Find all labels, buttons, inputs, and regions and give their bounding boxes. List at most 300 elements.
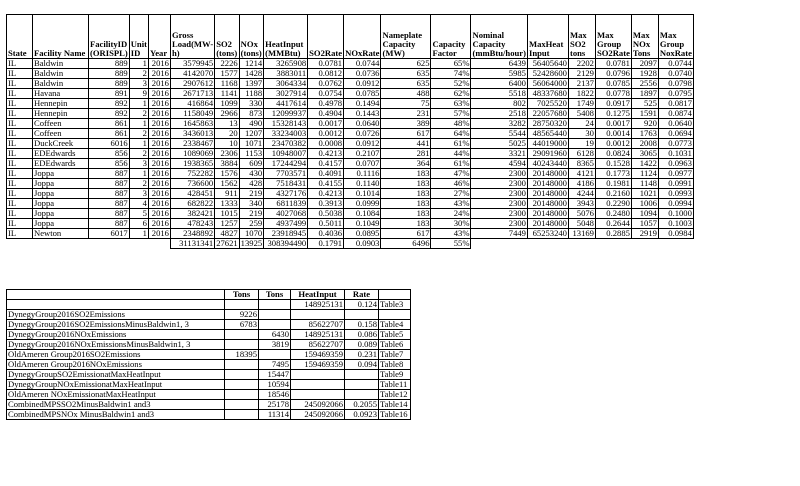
table-cell: 0.2107: [344, 149, 381, 159]
table-cell: 183: [381, 189, 431, 199]
table-cell: Coffeen: [33, 129, 89, 139]
summary-row: [7, 340, 411, 350]
summary-cell: Table6: [379, 340, 411, 350]
table-cell: 13: [215, 119, 239, 129]
table-cell: 2016: [148, 119, 170, 129]
table-cell: 4: [129, 199, 148, 209]
table-cell: 1141: [215, 89, 239, 99]
table-cell: 1822: [568, 89, 595, 99]
table-cell: 1591: [631, 109, 658, 119]
table-cell: 1749: [568, 99, 595, 109]
table-cell: Havana: [33, 89, 89, 99]
summary-cell: [259, 310, 291, 320]
table-cell: 0.2885: [595, 229, 631, 239]
table-cell: 4937499: [264, 219, 308, 229]
table-cell: 887: [89, 169, 130, 179]
table-cell: 1938365: [170, 159, 214, 169]
table-cell: 0.0785: [595, 79, 631, 89]
table-cell: 892: [89, 99, 130, 109]
table-row: [7, 99, 694, 109]
table-cell: 6016: [89, 139, 130, 149]
table-cell: 1645863: [170, 119, 214, 129]
table-cell: 2919: [631, 229, 658, 239]
summary-row: [7, 350, 411, 360]
table-cell: Hennepin: [33, 109, 89, 119]
table-cell: 416864: [170, 99, 214, 109]
table-cell: 12099937: [264, 109, 308, 119]
summary-cell: 85622707: [291, 340, 345, 350]
table-cell: 2300: [471, 209, 527, 219]
table-cell: 5048: [568, 219, 595, 229]
summary-cell: 7495: [259, 360, 291, 370]
table-cell: IL: [7, 159, 33, 169]
table-cell: 2016: [148, 79, 170, 89]
table-cell: 52%: [431, 79, 471, 89]
table-cell: 1928: [631, 69, 658, 79]
table-cell: 61%: [431, 139, 471, 149]
table-cell: 887: [89, 219, 130, 229]
table-cell: 5076: [568, 209, 595, 219]
emissions-table: [6, 14, 694, 249]
summary-cell: 0.086: [345, 330, 379, 340]
table-cell: 0.0991: [658, 179, 693, 189]
table-cell: 22057680: [527, 109, 568, 119]
table-cell: 2: [129, 69, 148, 79]
table-cell: 0.4157: [308, 159, 344, 169]
summary-cell: 0.089: [345, 340, 379, 350]
table-cell: 430: [239, 169, 263, 179]
table-cell: IL: [7, 129, 33, 139]
table-cell: 1015: [215, 209, 239, 219]
table-cell: 48%: [431, 119, 471, 129]
table-cell: 873: [239, 109, 263, 119]
summary-cell: [291, 380, 345, 390]
table-cell: 2016: [148, 109, 170, 119]
col-facility-name: Facility Name: [33, 15, 89, 59]
table-cell: IL: [7, 149, 33, 159]
table-cell: 15328143: [264, 119, 308, 129]
table-cell: IL: [7, 219, 33, 229]
table-row: [7, 69, 694, 79]
summary-label: OldAmeren Group2016SO2Emissions: [7, 350, 225, 360]
table-cell: 441: [381, 139, 431, 149]
table-cell: 891: [89, 89, 130, 99]
table-cell: 3321: [471, 149, 527, 159]
table-cell: IL: [7, 99, 33, 109]
summary-cell: [345, 370, 379, 380]
summary-cell: 0.0923: [345, 410, 379, 420]
table-cell: 183: [381, 169, 431, 179]
table-cell: 57%: [431, 109, 471, 119]
table-cell: 911: [215, 189, 239, 199]
summary-cell: 10594: [259, 380, 291, 390]
table-cell: 0.1000: [658, 209, 693, 219]
summary-cell: 6430: [259, 330, 291, 340]
table-cell: 0.4091: [308, 169, 344, 179]
table-cell: 0.1116: [344, 169, 381, 179]
summary-cell: Table8: [379, 360, 411, 370]
table-cell: 0.2290: [595, 199, 631, 209]
summary-label: [7, 300, 225, 310]
table-cell: 4417614: [264, 99, 308, 109]
table-cell: 2: [129, 149, 148, 159]
table-cell: 1763: [631, 129, 658, 139]
table-cell: 0.1773: [595, 169, 631, 179]
table-cell: 27%: [431, 189, 471, 199]
table-cell: 0.0874: [658, 109, 693, 119]
table-cell: 2306: [215, 149, 239, 159]
table-cell: 3: [129, 159, 148, 169]
summary-cell: [225, 340, 259, 350]
table-cell: Baldwin: [33, 59, 89, 69]
table-cell: 0.0984: [658, 229, 693, 239]
table-cell: 24%: [431, 209, 471, 219]
table-cell: 1099: [215, 99, 239, 109]
summary-cell: [259, 320, 291, 330]
table-cell: 0.4978: [308, 99, 344, 109]
table-cell: 8365: [568, 159, 595, 169]
table-cell: 0.0736: [344, 69, 381, 79]
table-cell: 33234003: [264, 129, 308, 139]
total-cell: 0.0903: [344, 239, 381, 249]
table-cell: 889: [89, 69, 130, 79]
table-cell: 0.1003: [658, 219, 693, 229]
table-cell: 635: [381, 79, 431, 89]
table-cell: 20148000: [527, 219, 568, 229]
table-cell: 2966: [215, 109, 239, 119]
table-cell: 1070: [239, 229, 263, 239]
table-cell: 259: [239, 219, 263, 229]
col-capacity-factor: Capacity Factor: [431, 15, 471, 59]
table-cell: 330: [239, 99, 263, 109]
summary-cell: [291, 370, 345, 380]
table-cell: 6439: [471, 59, 527, 69]
table-cell: 20148000: [527, 199, 568, 209]
table-cell: 4142070: [170, 69, 214, 79]
summary-cell: [225, 370, 259, 380]
table-cell: 2300: [471, 199, 527, 209]
summary-col-tons-a: Tons: [225, 290, 259, 300]
summary-cell: [291, 390, 345, 400]
table-cell: 617: [381, 129, 431, 139]
summary-label: DynegyGroupNOxEmissionatMaxHeatInput: [7, 380, 225, 390]
summary-col-rate: Rate: [345, 290, 379, 300]
table-cell: 617: [381, 229, 431, 239]
table-cell: 28750320: [527, 119, 568, 129]
table-cell: 0.0895: [344, 229, 381, 239]
summary-label: OldAmeren NOxEmissionatMaxHeatInput: [7, 390, 225, 400]
table-cell: 2300: [471, 189, 527, 199]
table-cell: 0.0824: [595, 149, 631, 159]
table-cell: 1188: [239, 89, 263, 99]
table-cell: 52428600: [527, 69, 568, 79]
table-cell: 2348892: [170, 229, 214, 239]
table-cell: 4186: [568, 179, 595, 189]
table-cell: 0.0796: [595, 69, 631, 79]
summary-col-heat-input: HeatInput: [291, 290, 345, 300]
totals-row: [7, 239, 694, 249]
table-cell: 4594: [471, 159, 527, 169]
col-unit-id: Unit ID: [129, 15, 148, 59]
table-cell: 3943: [568, 199, 595, 209]
table-cell: 1057: [631, 219, 658, 229]
table-cell: 0.4904: [308, 109, 344, 119]
table-cell: 6811839: [264, 199, 308, 209]
summary-cell: 15447: [259, 370, 291, 380]
table-cell: IL: [7, 209, 33, 219]
table-cell: 7703571: [264, 169, 308, 179]
table-cell: 2: [129, 179, 148, 189]
table-cell: 3: [129, 189, 148, 199]
table-cell: 0.4213: [308, 189, 344, 199]
table-cell: 219: [239, 189, 263, 199]
table-cell: 2016: [148, 59, 170, 69]
table-cell: 183: [381, 199, 431, 209]
summary-cell: 6783: [225, 320, 259, 330]
table-cell: Joppa: [33, 189, 89, 199]
table-cell: 0.0017: [595, 119, 631, 129]
table-cell: Coffeen: [33, 119, 89, 129]
table-cell: 856: [89, 159, 130, 169]
table-cell: 0.0817: [658, 99, 693, 109]
table-cell: EDEdwards: [33, 149, 89, 159]
table-cell: IL: [7, 139, 33, 149]
table-cell: 340: [239, 199, 263, 209]
table-cell: 2016: [148, 159, 170, 169]
table-cell: 2008: [631, 139, 658, 149]
table-cell: 0.0912: [344, 79, 381, 89]
table-cell: 6017: [89, 229, 130, 239]
table-row: [7, 179, 694, 189]
table-cell: 43%: [431, 199, 471, 209]
summary-cell: 9226: [225, 310, 259, 320]
table-cell: 1021: [631, 189, 658, 199]
table-cell: IL: [7, 59, 33, 69]
table-cell: 56064000: [527, 79, 568, 89]
table-cell: 1: [129, 99, 148, 109]
table-cell: 1168: [215, 79, 239, 89]
summary-cell: 159469359: [291, 350, 345, 360]
table-cell: 525: [631, 99, 658, 109]
col-facility-id: FacilityID (ORISPL): [89, 15, 130, 59]
table-cell: 183: [381, 219, 431, 229]
table-cell: 0.0017: [308, 119, 344, 129]
table-cell: 0.0798: [658, 79, 693, 89]
summary-cell: 0.2055: [345, 400, 379, 410]
table-cell: 4027068: [264, 209, 308, 219]
table-cell: 6128: [568, 149, 595, 159]
table-cell: 7518431: [264, 179, 308, 189]
table-cell: 30: [568, 129, 595, 139]
col-gross-load: Gross Load(MW-h): [170, 15, 214, 59]
table-cell: 0.5011: [308, 219, 344, 229]
table-cell: 0.0008: [308, 139, 344, 149]
table-cell: 889: [89, 79, 130, 89]
table-cell: 0.1443: [344, 109, 381, 119]
table-cell: 10948007: [264, 149, 308, 159]
table-cell: Baldwin: [33, 69, 89, 79]
table-cell: 62%: [431, 89, 471, 99]
table-cell: 0.1494: [344, 99, 381, 109]
summary-cell: [259, 350, 291, 360]
summary-table-body: [7, 300, 411, 420]
table-cell: 0.0726: [344, 129, 381, 139]
table-cell: 0.0640: [344, 119, 381, 129]
summary-cell: 18546: [259, 390, 291, 400]
total-cell: 6496: [381, 239, 431, 249]
table-row: [7, 209, 694, 219]
table-cell: 0.0999: [344, 199, 381, 209]
table-cell: 1148: [631, 179, 658, 189]
table-cell: 920: [631, 119, 658, 129]
total-cell: 0.1791: [308, 239, 344, 249]
summary-col-tons-b: Tons: [259, 290, 291, 300]
table-cell: Joppa: [33, 179, 89, 189]
total-cell: 27621: [216, 238, 238, 248]
table-cell: 2016: [148, 169, 170, 179]
table-cell: 1257: [215, 219, 239, 229]
total-cell: 55%: [431, 239, 471, 249]
table-cell: 40243440: [527, 159, 568, 169]
table-cell: EDEdwards: [33, 159, 89, 169]
table-row: [7, 149, 694, 159]
summary-cell: 85622707: [291, 320, 345, 330]
table-cell: 2016: [148, 189, 170, 199]
table-cell: 64%: [431, 129, 471, 139]
table-cell: IL: [7, 109, 33, 119]
summary-cell: [291, 310, 345, 320]
table-cell: 802: [471, 99, 527, 109]
summary-label: OldAmeren Group2016NOxEmissions: [7, 360, 225, 370]
table-cell: 2129: [568, 69, 595, 79]
header-row: [7, 15, 694, 59]
table-row: [7, 219, 694, 229]
table-cell: 183: [381, 179, 431, 189]
table-cell: IL: [7, 69, 33, 79]
table-row: [7, 129, 694, 139]
table-cell: 478243: [170, 219, 214, 229]
table-cell: 3064334: [264, 79, 308, 89]
table-cell: 5: [129, 209, 148, 219]
summary-cell: 245092066: [291, 410, 345, 420]
table-cell: 17244294: [264, 159, 308, 169]
table-cell: 856: [89, 149, 130, 159]
table-cell: 56405640: [527, 59, 568, 69]
summary-cell: 18395: [225, 350, 259, 360]
col-nominal-capacity: Nominal Capacity (mmBtu/hour): [471, 15, 527, 59]
summary-cell: Table4: [379, 320, 411, 330]
table-cell: 2907612: [170, 79, 214, 89]
emissions-table-body: [7, 59, 694, 249]
table-cell: 74%: [431, 69, 471, 79]
table-cell: 19: [568, 139, 595, 149]
table-cell: 20148000: [527, 189, 568, 199]
summary-cell: 11314: [259, 410, 291, 420]
table-cell: 2016: [148, 229, 170, 239]
table-cell: 0.1140: [344, 179, 381, 189]
table-cell: 1897: [631, 89, 658, 99]
table-cell: 2518: [471, 109, 527, 119]
table-cell: 2300: [471, 219, 527, 229]
table-cell: 2097: [631, 59, 658, 69]
table-cell: 0.1084: [344, 209, 381, 219]
summary-cell: [225, 300, 259, 310]
table-cell: 0.5038: [308, 209, 344, 219]
table-cell: 1214: [239, 59, 263, 69]
table-cell: 0.0977: [658, 169, 693, 179]
table-cell: 1124: [631, 169, 658, 179]
summary-cell: 0.231: [345, 350, 379, 360]
table-cell: 1071: [239, 139, 263, 149]
table-cell: 63%: [431, 99, 471, 109]
table-cell: 0.0694: [658, 129, 693, 139]
table-cell: 0.1014: [344, 189, 381, 199]
table-cell: 231: [381, 109, 431, 119]
summary-header-row: [7, 290, 411, 300]
table-cell: 0.1528: [595, 159, 631, 169]
table-cell: 0.4213: [308, 149, 344, 159]
summary-row: [7, 390, 411, 400]
table-cell: 1: [129, 119, 148, 129]
table-cell: IL: [7, 199, 33, 209]
table-cell: 3: [129, 79, 148, 89]
table-cell: 625: [381, 59, 431, 69]
table-cell: 2016: [148, 129, 170, 139]
table-cell: 48337680: [527, 89, 568, 99]
table-cell: 682822: [170, 199, 214, 209]
table-cell: 0.0993: [658, 189, 693, 199]
table-cell: IL: [7, 119, 33, 129]
table-cell: 490: [239, 119, 263, 129]
table-cell: 1: [129, 229, 148, 239]
table-cell: 1153: [239, 149, 263, 159]
summary-label: CombinedMPSSO2MinusBaldwin1 and3: [7, 400, 225, 410]
col-max-group-noxrate: Max Group NoxRate: [658, 15, 693, 59]
col-max-so2-tons: Max SO2 tons: [568, 15, 595, 59]
table-cell: 0.4155: [308, 179, 344, 189]
table-cell: 1: [129, 139, 148, 149]
table-cell: 0.0014: [595, 129, 631, 139]
table-cell: 887: [89, 179, 130, 189]
summary-cell: [345, 390, 379, 400]
table-row: [7, 159, 694, 169]
summary-label: DynegyGroup2016SO2Emissions: [7, 310, 225, 320]
table-cell: 2016: [148, 179, 170, 189]
table-cell: 183: [381, 209, 431, 219]
table-cell: 389: [381, 119, 431, 129]
table-cell: Newton: [33, 229, 89, 239]
table-cell: 20148000: [527, 209, 568, 219]
table-cell: 1: [129, 169, 148, 179]
table-cell: 1428: [239, 69, 263, 79]
table-cell: 46%: [431, 179, 471, 189]
table-cell: 382421: [170, 209, 214, 219]
table-cell: 1333: [215, 199, 239, 209]
table-cell: 0.2480: [595, 209, 631, 219]
table-cell: 892: [89, 109, 130, 119]
table-cell: 861: [89, 129, 130, 139]
table-cell: 887: [89, 209, 130, 219]
table-cell: 488: [381, 89, 431, 99]
table-cell: 0.1981: [595, 179, 631, 189]
col-nameplate: Nameplate Capacity (MW): [381, 15, 431, 59]
summary-cell: Table11: [379, 380, 411, 390]
col-nox-rate: NOxRate: [344, 15, 381, 59]
table-cell: IL: [7, 79, 33, 89]
summary-cell: Table16: [379, 410, 411, 420]
table-cell: 7025520: [527, 99, 568, 109]
table-cell: 1207: [239, 129, 263, 139]
